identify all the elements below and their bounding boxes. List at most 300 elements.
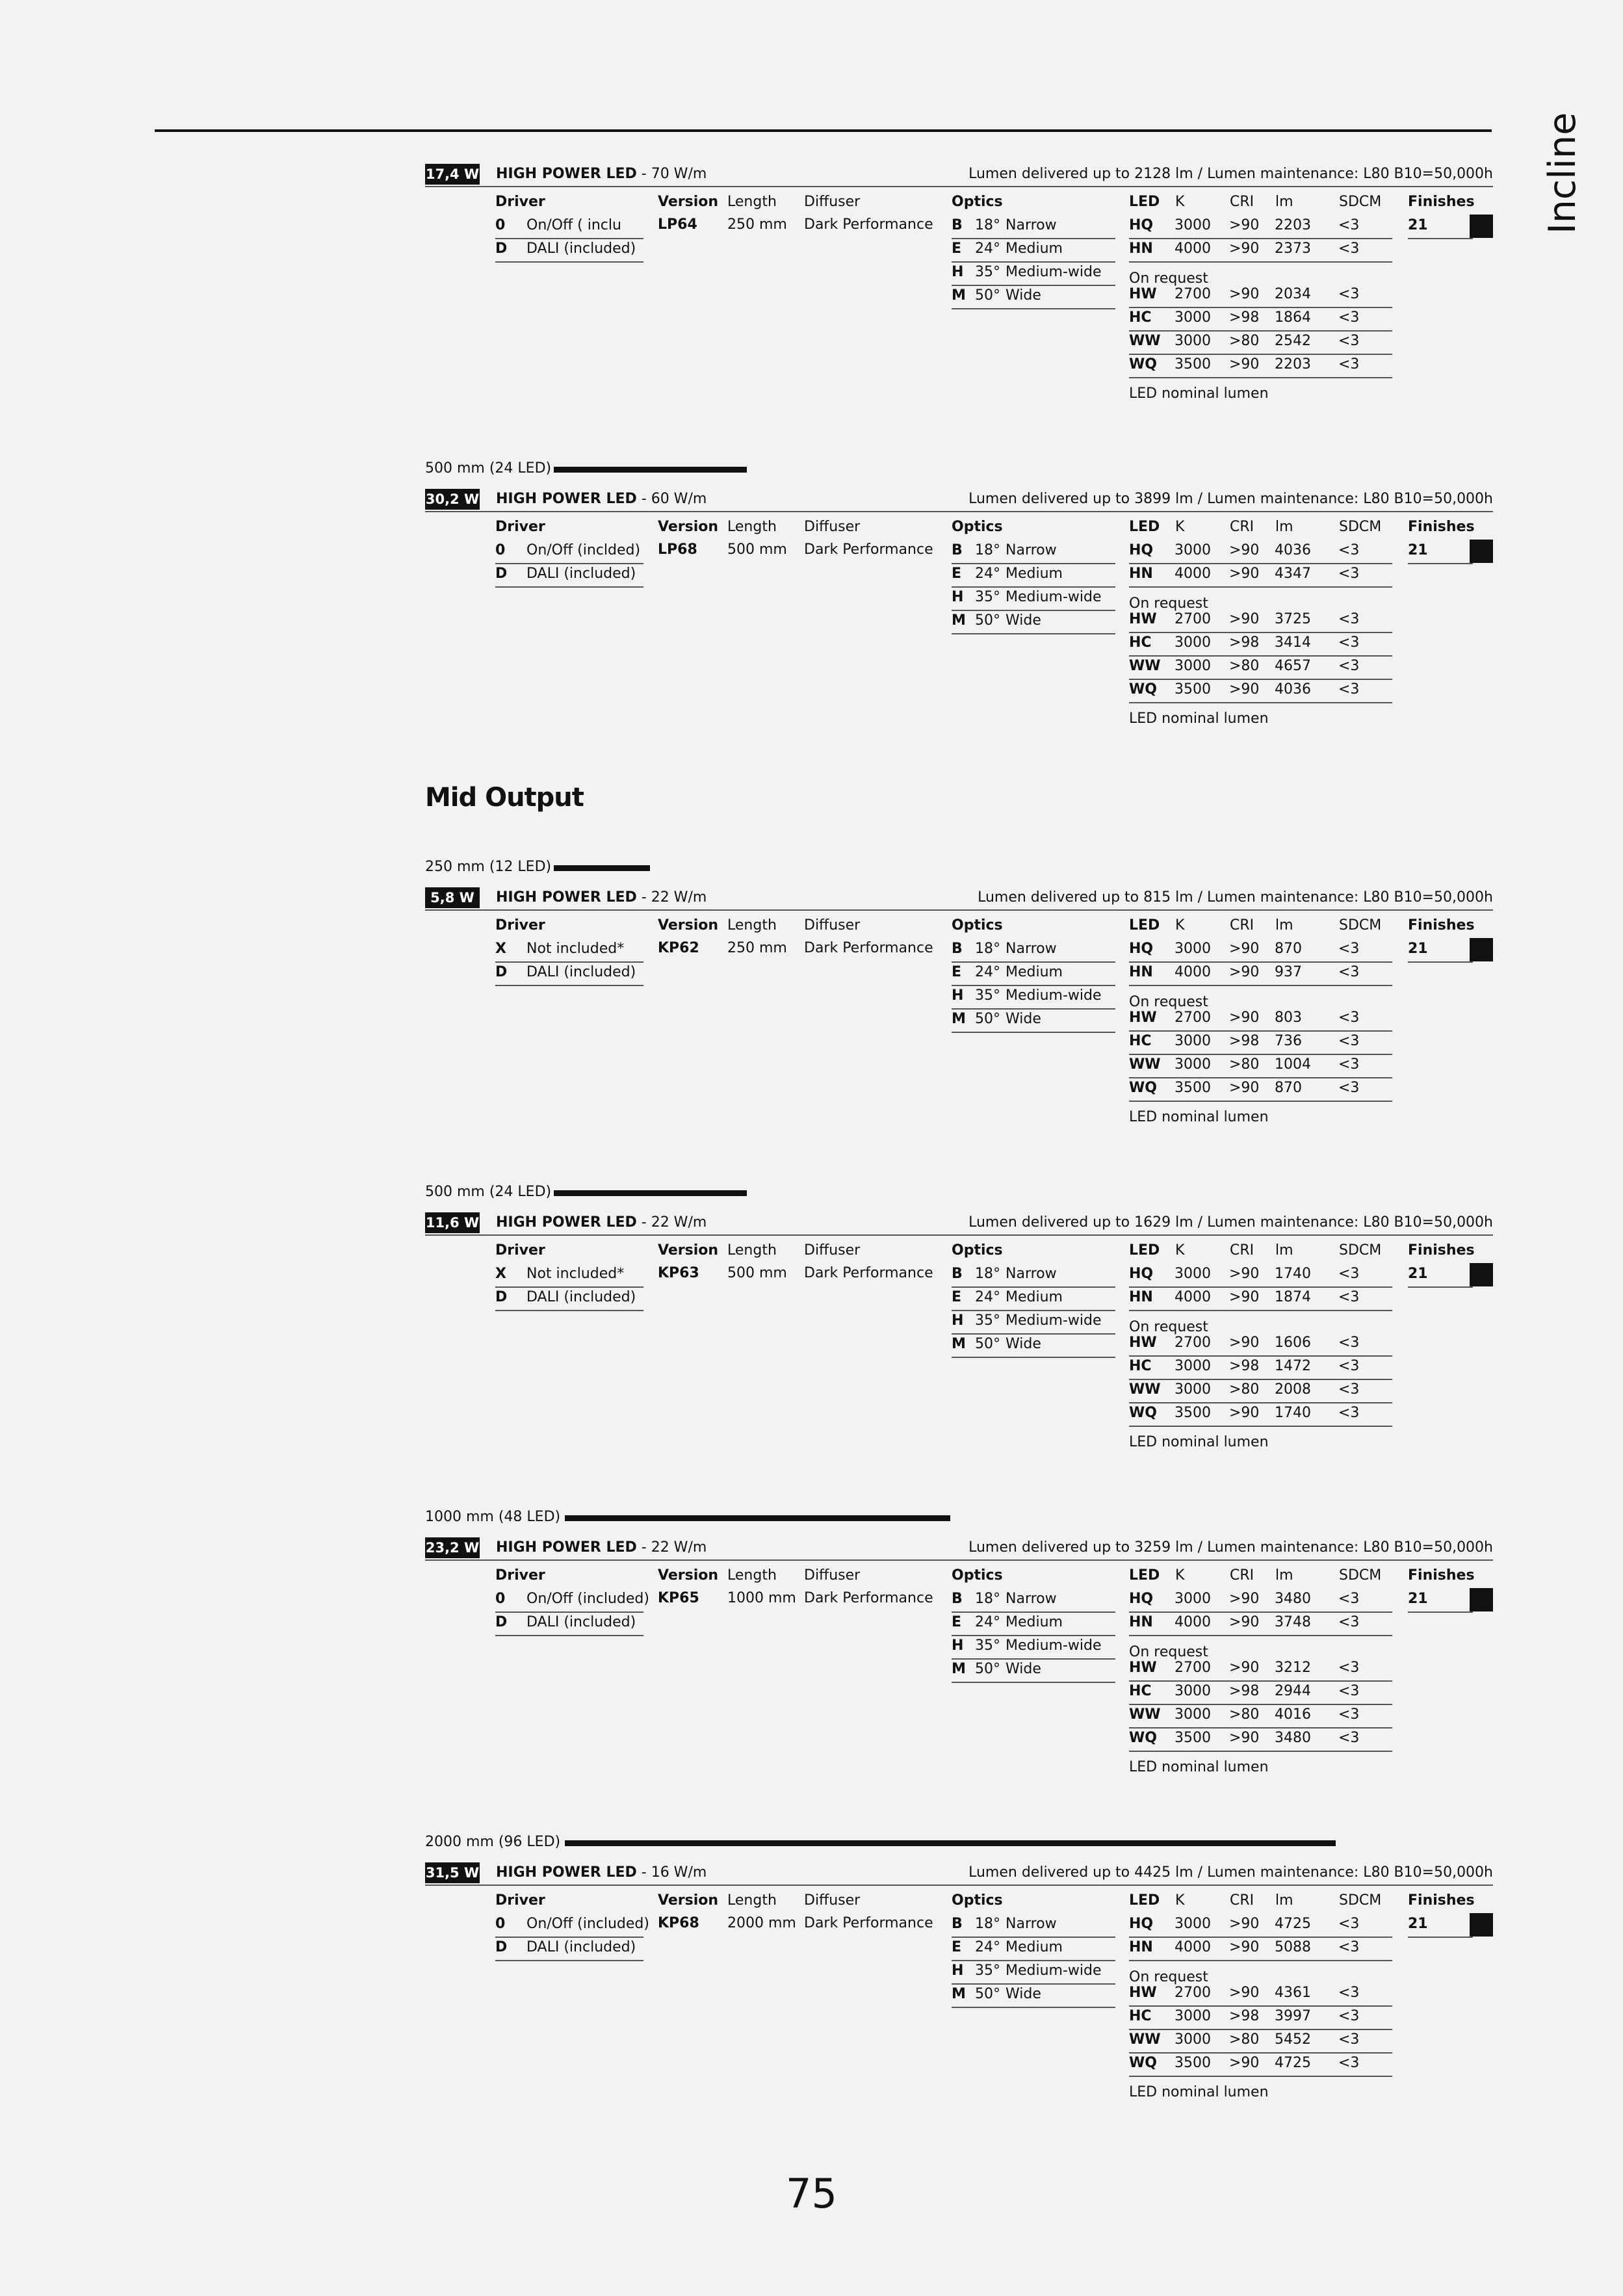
finishes-header: Finishes <box>1408 1567 1475 1584</box>
optic-name: Narrow <box>1006 1266 1057 1282</box>
led-kelvin: 3500 <box>1175 1730 1211 1746</box>
length-bar <box>554 467 747 473</box>
led-option[interactable] <box>1129 332 1392 355</box>
led-lumen: 870 <box>1275 941 1302 957</box>
led-option[interactable] <box>1129 1032 1392 1055</box>
led-option[interactable] <box>1129 1938 1392 1961</box>
led-cri: >90 <box>1229 217 1260 233</box>
led-kelvin: 4000 <box>1175 241 1211 257</box>
optic-angle: 35° <box>975 1312 1000 1329</box>
diffuser-value: Dark Performance <box>804 541 933 558</box>
led-cri: >90 <box>1229 1335 1260 1351</box>
led-sdcm: <3 <box>1338 1335 1360 1351</box>
optic-option[interactable] <box>952 216 1115 239</box>
finish-option[interactable] <box>1408 216 1473 239</box>
finishes-header: Finishes <box>1408 1242 1475 1259</box>
led-kelvin: 3000 <box>1175 333 1211 349</box>
led-cri: >98 <box>1229 1683 1260 1699</box>
version-code: KP62 <box>658 940 699 956</box>
optic-option[interactable] <box>952 564 1115 588</box>
spec-header-row <box>425 887 1493 911</box>
watt-per-meter: - 70 W/m <box>641 166 707 182</box>
cri-header: CRI <box>1230 1242 1254 1259</box>
driver-label: On/Off (inclded) <box>526 542 641 558</box>
driver-option[interactable] <box>495 1288 643 1311</box>
diffuser-value: Dark Performance <box>804 1590 933 1606</box>
led-kelvin: 2700 <box>1175 1010 1211 1026</box>
led-lumen: 4036 <box>1275 542 1311 558</box>
led-cri: >98 <box>1229 1033 1260 1049</box>
led-sdcm: <3 <box>1338 1916 1360 1932</box>
led-sdcm: <3 <box>1338 286 1360 302</box>
led-lumen: 5452 <box>1275 2031 1311 2048</box>
led-option[interactable] <box>1129 1333 1392 1357</box>
optic-name: Medium-wide <box>1006 1312 1102 1329</box>
led-nominal-note: LED nominal lumen <box>1129 1109 1269 1125</box>
optic-angle: 18° <box>975 941 1000 957</box>
led-kelvin: 4000 <box>1175 1289 1211 1305</box>
optic-option[interactable] <box>952 1335 1115 1358</box>
led-kelvin: 3000 <box>1175 1056 1211 1073</box>
driver-option[interactable] <box>495 239 643 263</box>
optic-angle: 50° <box>975 1336 1000 1352</box>
led-nominal-note: LED nominal lumen <box>1129 1759 1269 1775</box>
led-option[interactable] <box>1129 1288 1392 1311</box>
led-sdcm: <3 <box>1338 681 1360 698</box>
cri-header: CRI <box>1230 194 1254 210</box>
spec-header-row <box>425 1537 1493 1561</box>
optic-code: E <box>952 241 962 257</box>
led-lumen: 2203 <box>1275 217 1311 233</box>
length-bar <box>565 1515 950 1521</box>
led-option[interactable] <box>1129 1682 1392 1705</box>
led-code: HQ <box>1129 1916 1154 1932</box>
optic-code: M <box>952 612 966 629</box>
led-lumen: 2373 <box>1275 241 1311 257</box>
finish-code: 21 <box>1408 1266 1428 1282</box>
led-option[interactable] <box>1129 610 1392 633</box>
optic-angle: 35° <box>975 589 1000 605</box>
led-cri: >90 <box>1229 356 1260 372</box>
lumen-info: Lumen delivered up to 2128 lm / Lumen maintenance: L80 B10=50,000h <box>968 166 1493 182</box>
led-lumen: 4036 <box>1275 681 1311 698</box>
led-code: HC <box>1129 309 1152 326</box>
optic-option[interactable] <box>952 263 1115 286</box>
length-value: 1000 mm <box>727 1590 796 1606</box>
lm-header: lm <box>1275 917 1293 933</box>
driver-option[interactable] <box>495 216 643 239</box>
optic-option[interactable] <box>952 1938 1115 1961</box>
led-type-name: HIGH POWER LED <box>496 1539 637 1556</box>
driver-option[interactable] <box>495 541 643 564</box>
power-badge: 11,6 W <box>425 1212 480 1233</box>
led-option[interactable] <box>1129 657 1392 680</box>
driver-code: 0 <box>495 542 506 558</box>
optic-name: Medium <box>1006 1289 1063 1305</box>
optic-angle: 18° <box>975 1916 1000 1932</box>
led-kelvin: 3000 <box>1175 1358 1211 1374</box>
led-kelvin: 2700 <box>1175 611 1211 627</box>
length-label: 1000 mm (48 LED) <box>425 1509 561 1525</box>
led-kelvin: 3000 <box>1175 217 1211 233</box>
led-cri: >80 <box>1229 658 1260 674</box>
driver-code: D <box>495 566 508 582</box>
optic-option[interactable] <box>952 239 1115 263</box>
led-lumen: 2542 <box>1275 333 1311 349</box>
led-cri: >90 <box>1229 941 1260 957</box>
led-lumen: 4347 <box>1275 566 1311 582</box>
led-sdcm: <3 <box>1338 1730 1360 1746</box>
optic-name: Medium <box>1006 964 1063 980</box>
led-option[interactable] <box>1129 2054 1392 2077</box>
finish-option[interactable] <box>1408 541 1473 564</box>
led-lumen: 4725 <box>1275 2055 1311 2071</box>
on-request-label: On request <box>1129 1319 1208 1335</box>
led-code: WW <box>1129 1056 1161 1073</box>
optic-option[interactable] <box>952 939 1115 963</box>
diffuser-value: Dark Performance <box>804 1265 933 1281</box>
led-cri: >98 <box>1229 634 1260 651</box>
diffuser-value: Dark Performance <box>804 940 933 956</box>
diffuser-header: Diffuser <box>804 1892 861 1909</box>
optic-option[interactable] <box>952 1311 1115 1335</box>
led-sdcm: <3 <box>1338 1056 1360 1073</box>
led-type-name: HIGH POWER LED <box>496 166 637 182</box>
led-cri: >90 <box>1229 286 1260 302</box>
led-sdcm: <3 <box>1338 217 1360 233</box>
diffuser-header: Diffuser <box>804 1242 861 1259</box>
driver-option[interactable] <box>495 1938 643 1961</box>
k-header: K <box>1175 1242 1185 1259</box>
led-code: HN <box>1129 1614 1153 1630</box>
led-code: HN <box>1129 1939 1153 1955</box>
led-sdcm: <3 <box>1338 1683 1360 1699</box>
optic-option[interactable] <box>952 611 1115 634</box>
led-option[interactable] <box>1129 1357 1392 1380</box>
driver-option[interactable] <box>495 1589 649 1613</box>
driver-label: Not included* <box>526 1266 625 1282</box>
led-code: HC <box>1129 1033 1152 1049</box>
led-kelvin: 3000 <box>1175 309 1211 326</box>
led-cri: >80 <box>1229 333 1260 349</box>
led-option[interactable] <box>1129 1078 1392 1102</box>
led-code: HW <box>1129 1660 1157 1676</box>
led-type <box>496 887 707 908</box>
led-lumen: 2203 <box>1275 356 1311 372</box>
led-option[interactable] <box>1129 239 1392 263</box>
led-kelvin: 2700 <box>1175 1335 1211 1351</box>
led-option[interactable] <box>1129 2030 1392 2054</box>
led-lumen: 803 <box>1275 1010 1302 1026</box>
led-code: HC <box>1129 2008 1152 2024</box>
driver-label: On/Off (included) <box>526 1916 649 1932</box>
led-cri: >80 <box>1229 1381 1260 1398</box>
led-code: WQ <box>1129 356 1157 372</box>
optic-angle: 35° <box>975 1963 1000 1979</box>
sdcm-header: SDCM <box>1339 1567 1382 1584</box>
product-block <box>425 1504 1493 1777</box>
led-code: HW <box>1129 1985 1157 2001</box>
sdcm-header: SDCM <box>1339 519 1382 535</box>
led-type <box>496 1862 707 1883</box>
led-type-name: HIGH POWER LED <box>496 1214 637 1231</box>
optic-name: Medium-wide <box>1006 589 1102 605</box>
led-option[interactable] <box>1129 963 1392 986</box>
led-sdcm: <3 <box>1338 1010 1360 1026</box>
led-cri: >90 <box>1229 1405 1260 1421</box>
led-code: WQ <box>1129 2055 1157 2071</box>
optic-option[interactable] <box>952 1660 1115 1683</box>
led-option[interactable] <box>1129 285 1392 308</box>
on-request-label: On request <box>1129 1644 1208 1660</box>
led-option[interactable] <box>1129 2007 1392 2030</box>
product-block <box>425 854 1493 1127</box>
driver-option[interactable] <box>495 939 643 963</box>
optic-code: B <box>952 1916 963 1932</box>
optic-name: Medium <box>1006 241 1063 257</box>
optic-option[interactable] <box>952 1288 1115 1311</box>
optics-header: Optics <box>952 1892 1003 1909</box>
led-lumen: 1740 <box>1275 1266 1311 1282</box>
optic-name: Medium-wide <box>1006 1637 1102 1654</box>
led-option[interactable] <box>1129 1658 1392 1682</box>
optic-code: M <box>952 1336 966 1352</box>
led-option[interactable] <box>1129 1589 1392 1613</box>
led-lumen: 3414 <box>1275 634 1311 651</box>
led-code: HW <box>1129 611 1157 627</box>
version-code: KP68 <box>658 1915 699 1931</box>
led-code: HC <box>1129 1683 1152 1699</box>
led-lumen: 1740 <box>1275 1405 1311 1421</box>
optic-option[interactable] <box>952 963 1115 986</box>
led-option[interactable] <box>1129 308 1392 332</box>
led-type <box>496 1537 707 1558</box>
led-lumen: 1472 <box>1275 1358 1311 1374</box>
led-lumen: 736 <box>1275 1033 1302 1049</box>
led-kelvin: 4000 <box>1175 1939 1211 1955</box>
led-option[interactable] <box>1129 1380 1392 1403</box>
driver-option[interactable] <box>495 1914 649 1938</box>
power-badge: 30,2 W <box>425 489 480 510</box>
led-option[interactable] <box>1129 680 1392 703</box>
led-type-name: HIGH POWER LED <box>496 1864 637 1881</box>
led-option[interactable] <box>1129 216 1392 239</box>
length-label: 250 mm (12 LED) <box>425 859 552 875</box>
led-cri: >90 <box>1229 1010 1260 1026</box>
driver-code: X <box>495 941 506 957</box>
version-header: Version <box>658 194 719 210</box>
led-code: HN <box>1129 241 1153 257</box>
optic-option[interactable] <box>952 286 1115 309</box>
optic-code: B <box>952 542 963 558</box>
optic-angle: 24° <box>975 1289 1000 1305</box>
optic-name: Wide <box>1006 1661 1041 1677</box>
led-cri: >90 <box>1229 1289 1260 1305</box>
led-code: HQ <box>1129 1591 1154 1607</box>
led-cri: >90 <box>1229 1660 1260 1676</box>
optic-code: H <box>952 987 964 1004</box>
optic-option[interactable] <box>952 1961 1115 1985</box>
driver-label: DALI (included) <box>526 964 636 980</box>
led-lumen: 2944 <box>1275 1683 1311 1699</box>
led-kelvin: 3000 <box>1175 634 1211 651</box>
on-request-label: On request <box>1129 595 1208 612</box>
led-lumen: 2034 <box>1275 286 1311 302</box>
led-lumen: 2008 <box>1275 1381 1311 1398</box>
led-lumen: 4016 <box>1275 1706 1311 1723</box>
optic-angle: 18° <box>975 217 1000 233</box>
led-cri: >98 <box>1229 2008 1260 2024</box>
led-header: LED <box>1129 1892 1160 1909</box>
optic-code: M <box>952 1986 966 2002</box>
led-lumen: 3997 <box>1275 2008 1311 2024</box>
version-code: KP63 <box>658 1265 699 1281</box>
product-block <box>425 455 1493 728</box>
led-cri: >98 <box>1229 309 1260 326</box>
finish-code: 21 <box>1408 542 1428 558</box>
optic-name: Medium-wide <box>1006 1963 1102 1979</box>
led-kelvin: 3000 <box>1175 1916 1211 1932</box>
optic-option[interactable] <box>952 1264 1115 1288</box>
length-value: 500 mm <box>727 541 787 558</box>
optics-header: Optics <box>952 519 1003 535</box>
optic-angle: 50° <box>975 612 1000 629</box>
led-option[interactable] <box>1129 1729 1392 1752</box>
led-kelvin: 3000 <box>1175 1266 1211 1282</box>
finish-option[interactable] <box>1408 1914 1473 1938</box>
led-kelvin: 4000 <box>1175 964 1211 980</box>
optic-angle: 18° <box>975 1266 1000 1282</box>
led-option[interactable] <box>1129 1983 1392 2007</box>
led-option[interactable] <box>1129 939 1392 963</box>
driver-option[interactable] <box>495 1613 643 1636</box>
led-lumen: 4725 <box>1275 1916 1311 1932</box>
power-badge: 31,5 W <box>425 1862 480 1883</box>
led-sdcm: <3 <box>1338 1080 1360 1096</box>
diffuser-value: Dark Performance <box>804 216 933 233</box>
led-option[interactable] <box>1129 1705 1392 1729</box>
driver-option[interactable] <box>495 1264 643 1288</box>
optic-name: Medium <box>1006 1614 1063 1630</box>
led-sdcm: <3 <box>1338 2008 1360 2024</box>
led-cri: >90 <box>1229 542 1260 558</box>
optic-angle: 35° <box>975 264 1000 280</box>
product-block <box>425 1179 1493 1452</box>
watt-per-meter: - 22 W/m <box>641 1214 707 1231</box>
optic-option[interactable] <box>952 986 1115 1010</box>
finish-option[interactable] <box>1408 1589 1473 1613</box>
driver-label: Not included* <box>526 941 625 957</box>
led-option[interactable] <box>1129 1613 1392 1636</box>
led-option[interactable] <box>1129 1264 1392 1288</box>
lm-header: lm <box>1275 1242 1293 1259</box>
optic-angle: 18° <box>975 1591 1000 1607</box>
led-cri: >90 <box>1229 1080 1260 1096</box>
led-option[interactable] <box>1129 1403 1392 1427</box>
optic-option[interactable] <box>952 588 1115 611</box>
led-sdcm: <3 <box>1338 241 1360 257</box>
led-code: HQ <box>1129 217 1154 233</box>
lumen-info: Lumen delivered up to 815 lm / Lumen maintenance: L80 B10=50,000h <box>978 889 1493 906</box>
on-request-label: On request <box>1129 1969 1208 1985</box>
optic-option[interactable] <box>952 1636 1115 1660</box>
led-option[interactable] <box>1129 541 1392 564</box>
driver-option[interactable] <box>495 564 643 588</box>
led-sdcm: <3 <box>1338 1289 1360 1305</box>
led-lumen: 3480 <box>1275 1591 1311 1607</box>
led-cri: >90 <box>1229 566 1260 582</box>
finish-swatch-black <box>1470 215 1493 238</box>
optic-option[interactable] <box>952 1985 1115 2008</box>
lm-header: lm <box>1275 1892 1293 1909</box>
optic-option[interactable] <box>952 1589 1115 1613</box>
lumen-info: Lumen delivered up to 3259 lm / Lumen maintenance: L80 B10=50,000h <box>968 1539 1493 1556</box>
led-kelvin: 3000 <box>1175 2031 1211 2048</box>
optic-option[interactable] <box>952 1914 1115 1938</box>
led-kelvin: 3500 <box>1175 1080 1211 1096</box>
led-option[interactable] <box>1129 355 1392 378</box>
driver-header: Driver <box>495 1567 545 1584</box>
led-code: WQ <box>1129 1730 1157 1746</box>
driver-option[interactable] <box>495 963 643 986</box>
optic-code: H <box>952 589 964 605</box>
optic-code: H <box>952 264 964 280</box>
driver-code: D <box>495 1614 508 1630</box>
led-type <box>496 1212 707 1233</box>
led-sdcm: <3 <box>1338 1033 1360 1049</box>
optic-option[interactable] <box>952 1010 1115 1033</box>
finish-option[interactable] <box>1408 1264 1473 1288</box>
k-header: K <box>1175 917 1185 933</box>
sdcm-header: SDCM <box>1339 1892 1382 1909</box>
lumen-info: Lumen delivered up to 4425 lm / Lumen maintenance: L80 B10=50,000h <box>968 1864 1493 1881</box>
led-lumen: 937 <box>1275 964 1302 980</box>
optic-angle: 50° <box>975 1661 1000 1677</box>
lumen-info: Lumen delivered up to 3899 lm / Lumen maintenance: L80 B10=50,000h <box>968 491 1493 507</box>
optic-name: Narrow <box>1006 542 1057 558</box>
led-option[interactable] <box>1129 633 1392 657</box>
led-option[interactable] <box>1129 1914 1392 1938</box>
led-option[interactable] <box>1129 564 1392 588</box>
length-header: Length <box>727 519 777 535</box>
optic-angle: 18° <box>975 542 1000 558</box>
driver-code: X <box>495 1266 506 1282</box>
finish-option[interactable] <box>1408 939 1473 963</box>
optic-option[interactable] <box>952 1613 1115 1636</box>
version-code: LP64 <box>658 216 697 233</box>
led-sdcm: <3 <box>1338 1706 1360 1723</box>
led-header: LED <box>1129 1567 1160 1584</box>
led-sdcm: <3 <box>1338 1381 1360 1398</box>
led-kelvin: 2700 <box>1175 1660 1211 1676</box>
led-cri: >90 <box>1229 1266 1260 1282</box>
optic-name: Medium-wide <box>1006 264 1102 280</box>
led-kelvin: 3500 <box>1175 1405 1211 1421</box>
led-kelvin: 4000 <box>1175 1614 1211 1630</box>
spec-header-row <box>425 1862 1493 1886</box>
length-bar <box>554 865 650 871</box>
led-cri: >90 <box>1229 2055 1260 2071</box>
led-lumen: 5088 <box>1275 1939 1311 1955</box>
led-option[interactable] <box>1129 1055 1392 1078</box>
optic-code: M <box>952 1661 966 1677</box>
version-code: LP68 <box>658 541 697 558</box>
version-header: Version <box>658 1892 719 1909</box>
optic-option[interactable] <box>952 541 1115 564</box>
spec-header-row <box>425 489 1493 512</box>
led-sdcm: <3 <box>1338 1939 1360 1955</box>
led-option[interactable] <box>1129 1008 1392 1032</box>
